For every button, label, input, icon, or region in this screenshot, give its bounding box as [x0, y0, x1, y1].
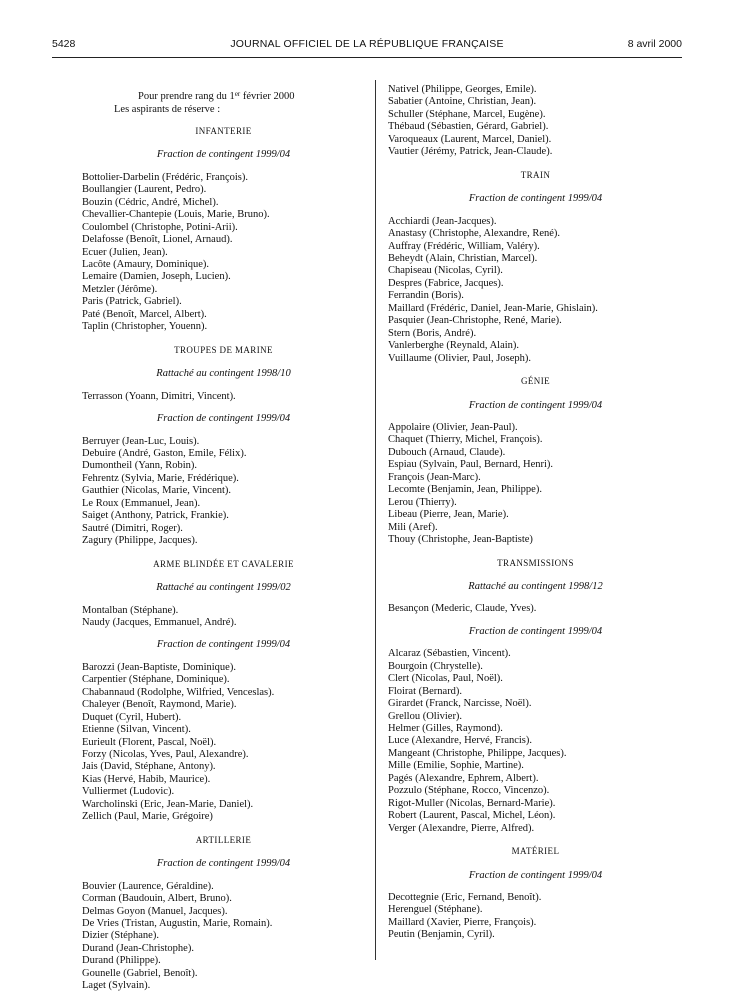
name-entry: Libeau (Pierre, Jean, Marie).: [388, 509, 509, 521]
name-list: [82, 172, 365, 334]
name-entry: Corman (Baudouin, Albert, Bruno).: [82, 893, 232, 905]
name-entry: Girardet (Franck, Narcisse, Noël).: [388, 698, 532, 710]
journal-title: JOURNAL OFFICIEL DE LA RÉPUBLIQUE FRANÇAISE: [230, 38, 504, 50]
name-entry: Durand (Jean-Christophe).: [82, 942, 194, 954]
name-entry: Rigot-Muller (Nicolas, Bernard-Marie).: [388, 797, 556, 809]
name-entry: Boullangier (Laurent, Pedro).: [82, 184, 207, 196]
name-list: [82, 605, 365, 630]
name-entry: Vanlerberghe (Reynald, Alain).: [388, 340, 520, 352]
contingent-heading: Fraction de contingent 1999/04: [156, 149, 291, 161]
continued-name-list: [388, 84, 683, 159]
name-entry: Pagés (Alexandre, Ephrem, Albert).: [388, 772, 539, 784]
contingent-heading: Fraction de contingent 1999/04: [156, 858, 291, 870]
name-entry: Coulombel (Christophe, Potini-Arii).: [82, 221, 238, 233]
group-spacer: [82, 403, 365, 413]
name-entry: Lemaire (Damien, Joseph, Lucien).: [82, 271, 231, 283]
name-entry: Zagury (Philippe, Jacques).: [82, 535, 198, 547]
arm-heading: ARME BLINDÉE ET CAVALERIE: [153, 558, 294, 569]
name-entry: Auffray (Frédéric, William, Valéry).: [388, 240, 540, 252]
name-entry: Debuire (André, Gaston, Emile, Félix).: [82, 447, 247, 459]
name-list: [388, 216, 683, 365]
name-entry: Varoqueaux (Laurent, Marcel, Daniel).: [388, 133, 552, 145]
name-entry: Alcaraz (Sébastien, Vincent).: [388, 648, 511, 660]
name-entry: Luce (Alexandre, Hervé, Francis).: [388, 735, 533, 747]
name-entry: Vautier (Jérémy, Patrick, Jean-Claude).: [388, 146, 553, 158]
arm-section: [388, 169, 683, 365]
name-list: [388, 603, 683, 615]
name-entry: Pasquier (Jean-Christophe, René, Marie).: [388, 315, 562, 327]
name-entry: Besançon (Mederic, Claude, Yves).: [388, 603, 537, 615]
name-entry: Le Roux (Emmanuel, Jean).: [82, 497, 201, 509]
name-list: [388, 648, 683, 835]
arm-section: [82, 125, 365, 334]
contingent-heading: Fraction de contingent 1999/04: [156, 639, 291, 651]
name-entry: Kias (Hervé, Habib, Maurice).: [82, 773, 211, 785]
contingent-heading: Rattaché au contingent 1999/02: [156, 582, 291, 594]
header-rule: [52, 57, 682, 58]
arm-heading: GÉNIE: [521, 376, 550, 387]
name-entry: Anastasy (Christophe, Alexandre, René).: [388, 228, 561, 240]
contingent-heading: Fraction de contingent 1999/04: [156, 413, 291, 425]
column-divider: [375, 80, 376, 960]
page-number: 5428: [52, 38, 76, 50]
arm-heading: TROUPES DE MARINE: [174, 344, 273, 355]
name-entry: Dubouch (Arnaud, Claude).: [388, 446, 506, 458]
name-entry: Maillard (Frédéric, Daniel, Jean-Marie, Ghislain).: [388, 302, 598, 314]
name-list: [82, 391, 365, 403]
name-entry: Laget (Sylvain).: [82, 980, 151, 992]
name-entry: Carpentier (Stéphane, Dominique).: [82, 674, 230, 686]
name-list: [82, 881, 365, 993]
name-entry: Thébaud (Sébastien, Gérard, Gabriel).: [388, 121, 549, 133]
name-entry: Floirat (Bernard).: [388, 685, 463, 697]
publication-date: 8 avril 2000: [627, 38, 682, 50]
name-entry: Gounelle (Gabriel, Benoît).: [82, 967, 198, 979]
name-entry: Ferrandin (Boris).: [388, 290, 464, 302]
right-sections: [388, 169, 683, 942]
name-entry: Appolaire (Olivier, Jean-Paul).: [388, 421, 518, 433]
name-entry: Jais (David, Stéphane, Antony).: [82, 761, 216, 773]
name-entry: Durand (Philippe).: [82, 955, 161, 967]
name-entry: Sautré (Dimitri, Roger).: [82, 522, 183, 534]
name-entry: Bourgoin (Chrystelle).: [388, 660, 483, 672]
right-column: [388, 84, 683, 942]
name-entry: Lecomte (Benjamin, Jean, Philippe).: [388, 484, 542, 496]
arm-section: [388, 845, 683, 942]
name-entry: Chapiseau (Nicolas, Cyril).: [388, 265, 503, 277]
name-list: [82, 436, 365, 548]
name-entry: Naudy (Jacques, Emmanuel, André).: [82, 616, 237, 628]
name-entry: Bottolier-Darbelin (Frédéric, François).: [82, 171, 248, 183]
name-list: [388, 892, 683, 942]
name-entry: Vulliermet (Ludovic).: [82, 786, 175, 798]
arm-section: [82, 834, 365, 993]
contingent-heading: Rattaché au contingent 1998/12: [468, 580, 603, 592]
name-entry: Etienne (Silvan, Vincent).: [82, 724, 191, 736]
name-entry: Acchiardi (Jean-Jacques).: [388, 215, 497, 227]
name-list: [82, 662, 365, 824]
name-entry: De Vries (Tristan, Augustin, Marie, Romain).: [82, 918, 273, 930]
name-entry: Barozzi (Jean-Baptiste, Dominique).: [82, 661, 236, 673]
arm-section: [388, 375, 683, 546]
contingent-heading: Fraction de contingent 1999/04: [468, 193, 603, 205]
name-entry: Espiau (Sylvain, Paul, Bernard, Henri).: [388, 459, 554, 471]
name-entry: Schuller (Stéphane, Marcel, Eugène).: [388, 108, 546, 120]
name-entry: Gauthier (Nicolas, Marie, Vincent).: [82, 485, 232, 497]
name-entry: Montalban (Stéphane).: [82, 604, 179, 616]
name-entry: Chaquet (Thierry, Michel, François).: [388, 434, 543, 446]
name-entry: Mili (Aref).: [388, 521, 438, 533]
contingent-heading: Rattaché au contingent 1998/10: [156, 368, 291, 380]
name-entry: Beheydt (Alain, Christian, Marcel).: [388, 252, 538, 264]
left-sections: [82, 125, 365, 993]
name-entry: Robert (Laurent, Pascal, Michel, Léon).: [388, 810, 556, 822]
name-entry: Saiget (Anthony, Patrick, Frankie).: [82, 510, 229, 522]
contingent-heading: Fraction de contingent 1999/04: [468, 869, 603, 881]
name-entry: Chabannaud (Rodolphe, Wilfried, Venceslas).: [82, 686, 275, 698]
name-entry: Delafosse (Benoît, Lionel, Arnaud).: [82, 234, 233, 246]
name-entry: Pozzulo (Stéphane, Rocco, Vincenzo).: [388, 785, 550, 797]
name-entry: Mangeant (Christophe, Philippe, Jacques).: [388, 747, 567, 759]
name-entry: Terrasson (Yoann, Dimitri, Vincent).: [82, 390, 236, 402]
name-entry: Bouvier (Laurence, Géraldine).: [82, 880, 214, 892]
name-entry: Ecuer (Julien, Jean).: [82, 246, 168, 258]
name-entry: Lacôte (Amaury, Dominique).: [82, 258, 210, 270]
contingent-heading: Fraction de contingent 1999/04: [468, 625, 603, 637]
name-entry: Metzler (Jérôme).: [82, 283, 158, 295]
name-entry: Maillard (Xavier, Pierre, François).: [388, 916, 537, 928]
arm-heading: TRAIN: [520, 169, 551, 180]
name-entry: Eurieult (Florent, Pascal, Noël).: [82, 736, 217, 748]
group-spacer: [82, 629, 365, 639]
name-entry: Mille (Emilie, Sophie, Martine).: [388, 760, 524, 772]
name-entry: Dumontheil (Yann, Robin).: [82, 460, 198, 472]
name-entry: Despres (Fabrice, Jacques).: [388, 277, 504, 289]
arm-heading: INFANTERIE: [195, 125, 252, 136]
name-entry: Chevallier-Chantepie (Louis, Marie, Bruno).: [82, 209, 270, 221]
left-column: [82, 84, 365, 993]
name-entry: Bouzin (Cédric, André, Michel).: [82, 196, 219, 208]
name-entry: Delmas Goyon (Manuel, Jacques).: [82, 905, 228, 917]
arm-section: [82, 558, 365, 824]
contingent-heading: Fraction de contingent 1999/04: [468, 399, 603, 411]
name-entry: Vuillaume (Olivier, Paul, Joseph).: [388, 352, 532, 364]
name-entry: Paté (Benoît, Marcel, Albert).: [82, 308, 207, 320]
name-entry: Helmer (Gilles, Raymond).: [388, 723, 503, 735]
intro-subtitle: Les aspirants de réserve :: [114, 104, 221, 116]
name-entry: Warcholinski (Eric, Jean-Marie, Daniel).: [82, 798, 254, 810]
group-spacer: [388, 616, 683, 626]
name-entry: Lerou (Thierry).: [388, 496, 457, 508]
arm-section: [82, 344, 365, 548]
name-entry: Fehrentz (Sylvia, Marie, Frédérique).: [82, 472, 239, 484]
arm-heading: TRANSMISSIONS: [497, 557, 574, 568]
name-entry: Grellou (Olivier).: [388, 710, 463, 722]
page-header: [52, 38, 682, 54]
name-entry: Verger (Alexandre, Pierre, Alfred).: [388, 822, 535, 834]
name-entry: Zellich (Paul, Marie, Grégoire): [82, 811, 213, 823]
name-entry: Stern (Boris, André).: [388, 327, 477, 339]
name-entry: Forzy (Nicolas, Yves, Paul, Alexandre).: [82, 749, 249, 761]
name-entry: Dizier (Stéphane).: [82, 930, 159, 942]
name-entry: Taplin (Christopher, Youenn).: [82, 321, 208, 333]
name-entry: Peutin (Benjamin, Cyril).: [388, 929, 495, 941]
intro-line: Pour prendre rang du 1er février 2000: [138, 90, 295, 102]
name-entry: Herenguel (Stéphane).: [388, 904, 483, 916]
name-entry: Paris (Patrick, Gabriel).: [82, 296, 182, 308]
name-entry: Berruyer (Jean-Luc, Louis).: [82, 435, 200, 447]
name-entry: François (Jean-Marc).: [388, 471, 481, 483]
arm-section: [388, 557, 683, 836]
name-entry: Duquet (Cyril, Hubert).: [82, 711, 182, 723]
arm-heading: ARTILLERIE: [195, 834, 252, 845]
arm-heading: MATÉRIEL: [511, 846, 560, 857]
name-entry: Chaleyer (Benoît, Raymond, Marie).: [82, 699, 237, 711]
name-entry: Decottegnie (Eric, Fernand, Benoît).: [388, 892, 542, 904]
name-entry: Thouy (Christophe, Jean-Baptiste): [388, 534, 533, 546]
name-entry: Sabatier (Antoine, Christian, Jean).: [388, 96, 537, 108]
name-list: [388, 422, 683, 547]
name-entry: Nativel (Philippe, Georges, Emile).: [388, 84, 537, 95]
name-entry: Clert (Nicolas, Paul, Noël).: [388, 673, 503, 685]
